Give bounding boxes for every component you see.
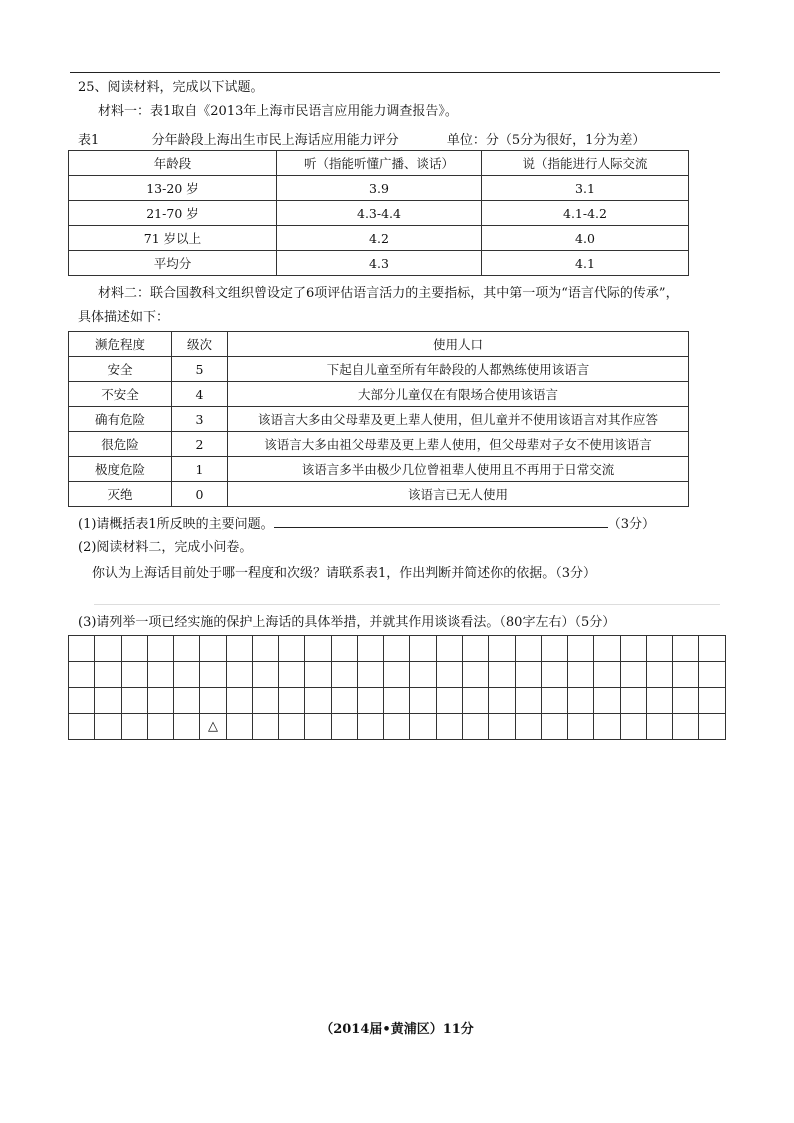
table2-row xyxy=(69,457,689,482)
table2-cell: 确有危险 xyxy=(69,407,172,432)
answer-grid-cell[interactable] xyxy=(673,636,699,662)
question-title: 25、阅读材料，完成以下试题。 xyxy=(78,80,264,95)
table2-cell: 3 xyxy=(172,407,228,432)
table1-cell: 4.3-4.4 xyxy=(277,201,482,226)
table1-label: 表1 xyxy=(78,133,100,148)
answer-grid-cell[interactable] xyxy=(279,662,305,688)
answer-grid-cell[interactable] xyxy=(69,662,95,688)
answer-grid-cell[interactable] xyxy=(331,662,357,688)
answer-grid-cell[interactable] xyxy=(673,714,699,740)
answer-grid-cell[interactable] xyxy=(279,714,305,740)
answer-grid-cell[interactable] xyxy=(174,662,200,688)
table1-body xyxy=(69,151,689,276)
answer-grid-cell[interactable] xyxy=(410,688,436,714)
table2-cell: 很危险 xyxy=(69,432,172,457)
answer-grid-cell[interactable] xyxy=(515,662,541,688)
answer-grid-cell[interactable] xyxy=(410,636,436,662)
answer-grid-cell[interactable] xyxy=(594,636,620,662)
answer-grid-cell[interactable] xyxy=(226,636,252,662)
table1-cell: 71 岁以上 xyxy=(69,226,277,251)
table2-header-row xyxy=(69,332,689,357)
answer-grid-cell[interactable] xyxy=(515,688,541,714)
answer-grid-cell[interactable] xyxy=(174,714,200,740)
answer-grid-cell[interactable] xyxy=(69,688,95,714)
table1-title: 分年龄段上海出生市民上海话应用能力评分 xyxy=(151,133,399,148)
table2-row xyxy=(69,357,689,382)
answer-grid-cell[interactable] xyxy=(699,636,726,662)
table2 xyxy=(68,331,689,507)
table1-cell: 4.3 xyxy=(277,251,482,276)
table1-cell: 4.2 xyxy=(277,226,482,251)
answer-grid-cell[interactable] xyxy=(594,688,620,714)
table1-row xyxy=(69,176,689,201)
answer-grid-cell[interactable] xyxy=(489,662,515,688)
footer-source: （2014届•黄浦区）11分 xyxy=(320,1022,474,1037)
answer-blank-1[interactable] xyxy=(274,515,608,528)
table2-cell: 该语言已无人使用 xyxy=(228,482,689,507)
table1 xyxy=(68,150,689,276)
table2-cell: 使用人口 xyxy=(228,332,689,357)
answer-grid-cell[interactable] xyxy=(121,714,147,740)
table2-cell: 濒危程度 xyxy=(69,332,172,357)
answer-grid-cell[interactable] xyxy=(436,688,462,714)
answer-grid-cell[interactable] xyxy=(462,662,488,688)
answer-grid-cell[interactable] xyxy=(489,688,515,714)
question-1-score: （3分） xyxy=(607,517,655,532)
table2-cell: 灭绝 xyxy=(69,482,172,507)
answer-grid-cell[interactable] xyxy=(121,662,147,688)
table1-row xyxy=(69,201,689,226)
answer-grid-cell[interactable] xyxy=(541,688,567,714)
answer-grid-cell[interactable] xyxy=(357,636,383,662)
answer-grid-cell[interactable] xyxy=(69,636,95,662)
answer-grid-cell[interactable] xyxy=(252,714,278,740)
answer-grid-cell[interactable] xyxy=(252,636,278,662)
answer-grid-cell[interactable] xyxy=(147,662,173,688)
answer-grid-cell[interactable] xyxy=(331,688,357,714)
question-3: (3)请列举一项已经实施的保护上海话的具体举措，并就其作用谈谈看法。（80字左右）（5分） xyxy=(78,615,616,630)
table2-cell: 级次 xyxy=(172,332,228,357)
answer-grid-cell[interactable] xyxy=(489,636,515,662)
answer-grid-cell[interactable] xyxy=(357,662,383,688)
answer-grid-cell[interactable] xyxy=(200,636,226,662)
answer-grid-row xyxy=(69,688,726,714)
table2-cell: 该语言大多由祖父母辈及更上辈人使用，但父母辈对子女不使用该语言 xyxy=(228,432,689,457)
answer-grid-cell[interactable] xyxy=(226,688,252,714)
answer-grid-cell[interactable] xyxy=(200,688,226,714)
answer-grid-cell[interactable] xyxy=(620,662,646,688)
table1-cell: 3.1 xyxy=(482,176,689,201)
answer-grid-cell[interactable] xyxy=(200,662,226,688)
table2-cell: 极度危险 xyxy=(69,457,172,482)
table2-row xyxy=(69,382,689,407)
answer-grid-cell[interactable] xyxy=(646,662,672,688)
table1-cell: 4.1 xyxy=(482,251,689,276)
answer-grid-cell[interactable] xyxy=(515,714,541,740)
table2-row xyxy=(69,432,689,457)
answer-grid-cell[interactable] xyxy=(121,688,147,714)
answer-grid-cell[interactable] xyxy=(699,714,726,740)
table1-row xyxy=(69,226,689,251)
answer-grid-cell[interactable] xyxy=(568,688,594,714)
table1-cell: 21-70 岁 xyxy=(69,201,277,226)
material-two-line1: 材料二：联合国教科文组织曾设定了6项评估语言活力的主要指标，其中第一项为“语言代际的传承”， xyxy=(98,286,679,301)
answer-grid-cell[interactable] xyxy=(594,714,620,740)
table1-cell: 平均分 xyxy=(69,251,277,276)
answer-grid-cell[interactable] xyxy=(620,636,646,662)
answer-line-2[interactable] xyxy=(94,604,720,605)
answer-grid-cell[interactable] xyxy=(541,714,567,740)
answer-grid-cell[interactable] xyxy=(357,688,383,714)
table1-cell: 13-20 岁 xyxy=(69,176,277,201)
answer-grid-cell[interactable] xyxy=(673,662,699,688)
material-one: 材料一：表1取自《2013年上海市民语言应用能力调查报告》。 xyxy=(98,104,458,119)
table2-cell: 大部分儿童仅在有限场合使用该语言 xyxy=(228,382,689,407)
table2-cell: 2 xyxy=(172,432,228,457)
table2-cell: 4 xyxy=(172,382,228,407)
table1-cell: 3.9 xyxy=(277,176,482,201)
answer-grid-cell[interactable] xyxy=(331,636,357,662)
table1-cell: 说（指能进行人际交流 xyxy=(482,151,689,176)
answer-grid-cell[interactable] xyxy=(489,714,515,740)
answer-grid-cell[interactable] xyxy=(699,662,726,688)
answer-grid-row xyxy=(69,636,726,662)
question-1-text: (1)请概括表1所反映的主要问题。 xyxy=(78,517,274,532)
table1-row xyxy=(69,251,689,276)
answer-grid-cell[interactable] xyxy=(462,636,488,662)
answer-grid-cell[interactable] xyxy=(226,662,252,688)
answer-grid-cell[interactable] xyxy=(226,714,252,740)
answer-grid-cell[interactable] xyxy=(147,688,173,714)
table2-cell: 5 xyxy=(172,357,228,382)
answer-grid-cell[interactable] xyxy=(357,714,383,740)
answer-grid-cell[interactable] xyxy=(305,714,331,740)
answer-grid-cell[interactable] xyxy=(305,662,331,688)
table2-cell: 0 xyxy=(172,482,228,507)
answer-grid-cell[interactable] xyxy=(95,662,121,688)
answer-grid-cell[interactable] xyxy=(384,636,410,662)
table2-cell: 该语言多半由极少几位曾祖辈人使用且不再用于日常交流 xyxy=(228,457,689,482)
answer-grid-cell[interactable] xyxy=(646,688,672,714)
answer-grid-cell[interactable] xyxy=(620,714,646,740)
table2-cell: 1 xyxy=(172,457,228,482)
answer-grid[interactable] xyxy=(68,635,726,740)
answer-grid-cell[interactable] xyxy=(69,714,95,740)
table2-row xyxy=(69,407,689,432)
answer-grid-cell[interactable] xyxy=(541,636,567,662)
answer-grid-cell[interactable] xyxy=(174,688,200,714)
answer-grid-cell[interactable] xyxy=(620,688,646,714)
table1-cell: 4.1-4.2 xyxy=(482,201,689,226)
question-1 xyxy=(78,515,655,533)
answer-grid-cell[interactable] xyxy=(174,636,200,662)
answer-grid-cell[interactable] xyxy=(95,636,121,662)
answer-grid-cell[interactable] xyxy=(252,688,278,714)
answer-grid-cell[interactable] xyxy=(410,714,436,740)
answer-grid-cell[interactable] xyxy=(699,688,726,714)
question-2-sub: 你认为上海话目前处于哪一程度和次级？请联系表1，作出判断并简述你的依据。（3分） xyxy=(92,566,597,581)
answer-grid-cell[interactable] xyxy=(568,662,594,688)
answer-grid-cell[interactable] xyxy=(410,662,436,688)
answer-grid-cell[interactable] xyxy=(384,662,410,688)
answer-grid-cell[interactable] xyxy=(384,688,410,714)
material-two-line2: 具体描述如下： xyxy=(78,310,170,325)
answer-grid-cell[interactable] xyxy=(673,688,699,714)
answer-grid-cell[interactable] xyxy=(646,714,672,740)
answer-grid-body xyxy=(69,636,726,740)
table1-cell: 听（指能听懂广播、谈话） xyxy=(277,151,482,176)
answer-grid-cell[interactable] xyxy=(568,714,594,740)
answer-grid-cell[interactable] xyxy=(436,714,462,740)
answer-grid-cell[interactable] xyxy=(462,714,488,740)
answer-grid-cell[interactable] xyxy=(95,688,121,714)
answer-grid-cell[interactable] xyxy=(594,662,620,688)
table1-header-row xyxy=(69,151,689,176)
table2-cell: 该语言大多由父母辈及更上辈人使用，但儿童并不使用该语言对其作应答 xyxy=(228,407,689,432)
answer-grid-cell[interactable] xyxy=(436,636,462,662)
answer-grid-cell[interactable] xyxy=(95,714,121,740)
table1-cell: 4.0 xyxy=(482,226,689,251)
header-rule xyxy=(70,72,720,73)
table1-cell: 年龄段 xyxy=(69,151,277,176)
answer-grid-cell[interactable] xyxy=(305,688,331,714)
answer-grid-cell[interactable] xyxy=(279,688,305,714)
answer-grid-cell[interactable] xyxy=(305,636,331,662)
answer-grid-cell[interactable] xyxy=(384,714,410,740)
answer-grid-marker[interactable]: △ xyxy=(200,714,226,740)
table1-unit: 单位：分（5分为很好，1分为差） xyxy=(446,133,646,148)
answer-grid-cell[interactable] xyxy=(646,636,672,662)
answer-grid-cell[interactable] xyxy=(121,636,147,662)
answer-grid-cell[interactable] xyxy=(568,636,594,662)
table2-cell: 下起自儿童至所有年龄段的人都熟练使用该语言 xyxy=(228,357,689,382)
table2-cell: 安全 xyxy=(69,357,172,382)
table2-body xyxy=(69,332,689,507)
table2-row xyxy=(69,482,689,507)
answer-grid-cell[interactable] xyxy=(515,636,541,662)
answer-grid-cell[interactable] xyxy=(436,662,462,688)
answer-grid-cell[interactable] xyxy=(147,636,173,662)
answer-grid-cell[interactable] xyxy=(462,688,488,714)
answer-grid-cell[interactable] xyxy=(541,662,567,688)
answer-grid-cell[interactable] xyxy=(279,636,305,662)
question-2: (2)阅读材料二，完成小问卷。 xyxy=(78,540,253,555)
table1-caption xyxy=(78,129,645,148)
answer-grid-cell[interactable] xyxy=(331,714,357,740)
answer-grid-row xyxy=(69,714,726,740)
answer-grid-cell[interactable] xyxy=(147,714,173,740)
answer-grid-row xyxy=(69,662,726,688)
table2-cell: 不安全 xyxy=(69,382,172,407)
answer-grid-cell[interactable] xyxy=(252,662,278,688)
